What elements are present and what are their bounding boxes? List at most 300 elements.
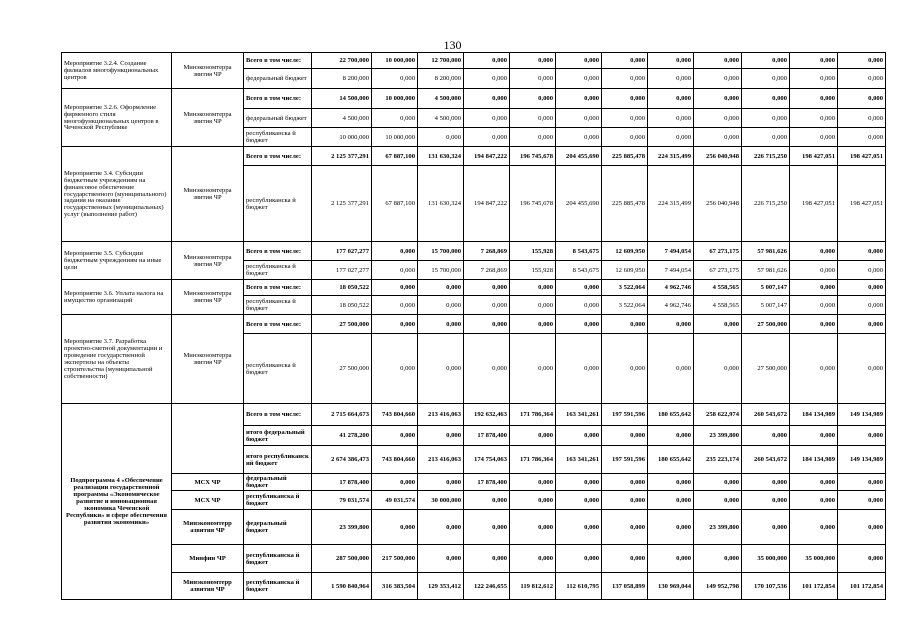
value-cell: 0,000	[790, 510, 838, 545]
value-cell: 112 610,795	[556, 573, 602, 600]
value-cell: 0,000	[556, 53, 602, 69]
source-cell: федеральный бюджет	[244, 69, 312, 89]
value-cell: 226 715,250	[742, 147, 790, 166]
value-cell: 0,000	[418, 315, 464, 334]
value-cell: 0,000	[510, 69, 556, 89]
value-cell: 10 000,000	[372, 89, 418, 109]
table-row	[62, 491, 886, 510]
value-cell: 316 383,504	[372, 573, 418, 600]
value-cell: 0,000	[648, 128, 694, 147]
value-cell: 0,000	[372, 334, 418, 404]
value-cell: 57 981,626	[742, 261, 790, 280]
value-cell: 0,000	[742, 510, 790, 545]
value-cell: 149 134,989	[838, 446, 886, 474]
value-cell: 226 715,250	[742, 166, 790, 242]
value-cell: 0,000	[510, 491, 556, 510]
value-cell: 256 040,948	[694, 166, 742, 242]
source-cell: республиканска й бюджет	[244, 573, 312, 600]
executor-cell: Минэкономтерра звития ЧР	[172, 242, 244, 280]
value-cell: 174 754,063	[464, 446, 510, 474]
value-cell: 0,000	[838, 545, 886, 573]
source-cell: республиканска й бюджет	[244, 491, 312, 510]
source-cell: федеральный бюджет	[244, 109, 312, 128]
source-cell: Всего в том числе:	[244, 242, 312, 261]
value-cell: 0,000	[838, 109, 886, 128]
source-cell: итого республиканск ий бюджет	[244, 446, 312, 474]
value-cell: 119 812,612	[510, 573, 556, 600]
source-cell: республиканска й бюджет	[244, 128, 312, 147]
value-cell: 5 007,147	[742, 296, 790, 315]
value-cell: 0,000	[372, 474, 418, 491]
value-cell: 5 007,147	[742, 280, 790, 296]
source-cell: республиканска й бюджет	[244, 261, 312, 280]
value-cell: 0,000	[790, 242, 838, 261]
value-cell: 743 804,660	[372, 404, 418, 426]
value-cell: 8 543,675	[556, 261, 602, 280]
value-cell: 0,000	[648, 545, 694, 573]
executor-cell: Минэкономтерра звития ЧР	[172, 89, 244, 147]
total-cell: 2 715 664,673	[312, 404, 372, 426]
value-cell: 0,000	[694, 315, 742, 334]
value-cell: 0,000	[556, 474, 602, 491]
value-cell: 0,000	[510, 474, 556, 491]
value-cell: 0,000	[790, 426, 838, 446]
value-cell: 0,000	[648, 334, 694, 404]
value-cell: 137 058,899	[602, 573, 648, 600]
value-cell: 225 885,478	[602, 166, 648, 242]
value-cell: 184 134,989	[790, 404, 838, 426]
value-cell: 129 353,412	[418, 573, 464, 600]
value-cell: 224 315,499	[648, 166, 694, 242]
total-cell: 17 878,400	[312, 474, 372, 491]
total-cell: 287 500,000	[312, 545, 372, 573]
value-cell: 0,000	[372, 261, 418, 280]
value-cell: 8 543,675	[556, 242, 602, 261]
value-cell: 10 000,000	[372, 128, 418, 147]
value-cell: 260 543,672	[742, 446, 790, 474]
value-cell: 0,000	[602, 53, 648, 69]
value-cell: 0,000	[556, 296, 602, 315]
value-cell: 0,000	[556, 280, 602, 296]
value-cell: 30 000,000	[418, 491, 464, 510]
total-cell: 41 278,200	[312, 426, 372, 446]
value-cell: 0,000	[648, 53, 694, 69]
value-cell: 0,000	[464, 491, 510, 510]
value-cell: 7 268,869	[464, 261, 510, 280]
value-cell: 204 455,690	[556, 147, 602, 166]
table-row	[62, 147, 886, 166]
measure-3-6-name: Мероприятие 3.6. Уплата налога на имущество организаций	[62, 280, 172, 315]
value-cell: 0,000	[694, 109, 742, 128]
value-cell: 4 500,000	[418, 89, 464, 109]
total-cell: 79 031,574	[312, 491, 372, 510]
total-cell: 177 027,277	[312, 242, 372, 261]
value-cell: 196 745,678	[510, 147, 556, 166]
value-cell: 0,000	[694, 334, 742, 404]
value-cell: 0,000	[556, 128, 602, 147]
value-cell: 131 630,324	[418, 147, 464, 166]
value-cell: 0,000	[372, 242, 418, 261]
value-cell: 0,000	[556, 89, 602, 109]
value-cell: 0,000	[790, 296, 838, 315]
table-row	[62, 545, 886, 573]
value-cell: 0,000	[464, 296, 510, 315]
value-cell: 0,000	[602, 109, 648, 128]
value-cell: 0,000	[694, 128, 742, 147]
source-cell: федеральный бюджет	[244, 510, 312, 545]
value-cell: 0,000	[602, 334, 648, 404]
value-cell: 258 622,974	[694, 404, 742, 426]
value-cell: 163 341,261	[556, 404, 602, 426]
value-cell: 0,000	[372, 510, 418, 545]
value-cell: 0,000	[418, 296, 464, 315]
value-cell: 196 745,678	[510, 166, 556, 242]
total-cell: 177 027,277	[312, 261, 372, 280]
value-cell: 3 522,064	[602, 296, 648, 315]
value-cell: 198 427,051	[790, 147, 838, 166]
value-cell: 180 655,642	[648, 446, 694, 474]
source-cell: Всего в том числе:	[244, 404, 312, 426]
value-cell: 0,000	[372, 426, 418, 446]
value-cell: 0,000	[838, 280, 886, 296]
value-cell: 0,000	[510, 89, 556, 109]
executor-cell: Минфин ЧР	[172, 545, 244, 573]
value-cell: 0,000	[742, 53, 790, 69]
value-cell: 0,000	[790, 261, 838, 280]
value-cell: 0,000	[648, 474, 694, 491]
value-cell: 0,000	[464, 315, 510, 334]
value-cell: 0,000	[694, 545, 742, 573]
value-cell: 0,000	[790, 53, 838, 69]
executor-blank	[172, 404, 244, 474]
value-cell: 0,000	[372, 315, 418, 334]
total-cell: 22 700,000	[312, 53, 372, 69]
value-cell: 0,000	[510, 296, 556, 315]
value-cell: 198 427,051	[790, 166, 838, 242]
value-cell: 0,000	[790, 491, 838, 510]
value-cell: 260 543,672	[742, 404, 790, 426]
value-cell: 131 630,324	[418, 166, 464, 242]
value-cell: 743 804,660	[372, 446, 418, 474]
total-cell: 18 050,522	[312, 280, 372, 296]
measure-3-5-name: Мероприятие 3.5. Субсидии бюджетным учреждениям на иные цели	[62, 242, 172, 280]
value-cell: 130 969,044	[648, 573, 694, 600]
value-cell: 0,000	[464, 545, 510, 573]
value-cell: 163 341,261	[556, 446, 602, 474]
table-row	[62, 89, 886, 109]
value-cell: 35 000,000	[790, 545, 838, 573]
value-cell: 0,000	[464, 128, 510, 147]
value-cell: 149 134,989	[838, 404, 886, 426]
value-cell: 217 500,000	[372, 545, 418, 573]
value-cell: 0,000	[464, 89, 510, 109]
table-row	[62, 510, 886, 545]
table-row	[62, 404, 886, 426]
value-cell: 0,000	[742, 89, 790, 109]
page-number: 130	[443, 38, 462, 52]
source-cell: Всего в том числе:	[244, 89, 312, 109]
executor-cell: МСХ ЧР	[172, 491, 244, 510]
value-cell: 0,000	[556, 69, 602, 89]
value-cell: 0,000	[838, 334, 886, 404]
total-cell: 27 500,000	[312, 334, 372, 404]
value-cell: 0,000	[556, 510, 602, 545]
value-cell: 0,000	[510, 53, 556, 69]
value-cell: 0,000	[838, 128, 886, 147]
value-cell: 0,000	[464, 280, 510, 296]
value-cell: 0,000	[838, 474, 886, 491]
value-cell: 0,000	[790, 474, 838, 491]
value-cell: 17 878,400	[464, 426, 510, 446]
value-cell: 0,000	[742, 426, 790, 446]
source-cell: федеральный бюджет	[244, 474, 312, 491]
value-cell: 101 172,854	[838, 573, 886, 600]
table-row	[62, 53, 886, 69]
value-cell: 204 455,690	[556, 166, 602, 242]
value-cell: 170 107,536	[742, 573, 790, 600]
value-cell: 122 246,655	[464, 573, 510, 600]
value-cell: 0,000	[694, 474, 742, 491]
table-row	[62, 315, 886, 334]
value-cell: 0,000	[510, 545, 556, 573]
value-cell: 67 273,175	[694, 261, 742, 280]
value-cell: 0,000	[648, 426, 694, 446]
value-cell: 0,000	[510, 280, 556, 296]
executor-cell: Минэкономтерра звития ЧР	[172, 147, 244, 242]
table-row	[62, 242, 886, 261]
total-cell: 2 125 377,291	[312, 166, 372, 242]
value-cell: 197 591,596	[602, 446, 648, 474]
value-cell: 12 609,950	[602, 242, 648, 261]
value-cell: 194 847,222	[464, 166, 510, 242]
total-cell: 4 500,000	[312, 109, 372, 128]
value-cell: 23 399,800	[694, 510, 742, 545]
value-cell: 49 031,574	[372, 491, 418, 510]
value-cell: 0,000	[838, 261, 886, 280]
table-row	[62, 573, 886, 600]
value-cell: 0,000	[742, 474, 790, 491]
value-cell: 0,000	[602, 510, 648, 545]
value-cell: 198 427,051	[838, 166, 886, 242]
total-cell: 23 399,800	[312, 510, 372, 545]
value-cell: 4 962,746	[648, 280, 694, 296]
value-cell: 0,000	[694, 491, 742, 510]
value-cell: 0,000	[648, 89, 694, 109]
value-cell: 0,000	[510, 128, 556, 147]
value-cell: 0,000	[602, 491, 648, 510]
value-cell: 256 040,948	[694, 147, 742, 166]
value-cell: 0,000	[602, 545, 648, 573]
value-cell: 0,000	[790, 69, 838, 89]
value-cell: 0,000	[510, 315, 556, 334]
value-cell: 0,000	[418, 545, 464, 573]
source-cell: Всего в том числе:	[244, 280, 312, 296]
value-cell: 0,000	[602, 89, 648, 109]
value-cell: 0,000	[510, 510, 556, 545]
value-cell: 171 786,364	[510, 446, 556, 474]
value-cell: 0,000	[742, 128, 790, 147]
value-cell: 0,000	[838, 242, 886, 261]
value-cell: 198 427,051	[838, 147, 886, 166]
value-cell: 0,000	[648, 491, 694, 510]
source-cell: итого федеральный бюджет	[244, 426, 312, 446]
value-cell: 0,000	[556, 315, 602, 334]
measure-3-2-6-name: Мероприятие 3.2.6. Оформление фирменного стиля многофункциональных центров в Чеченской Республике	[62, 89, 172, 147]
value-cell: 235 223,174	[694, 446, 742, 474]
value-cell: 0,000	[838, 69, 886, 89]
value-cell: 67 273,175	[694, 242, 742, 261]
value-cell: 101 172,854	[790, 573, 838, 600]
executor-cell: Минэкономтерр азвития ЧР	[172, 573, 244, 600]
value-cell: 15 700,000	[418, 242, 464, 261]
value-cell: 0,000	[790, 89, 838, 109]
value-cell: 4 962,746	[648, 296, 694, 315]
value-cell: 213 416,063	[418, 446, 464, 474]
value-cell: 0,000	[510, 426, 556, 446]
value-cell: 0,000	[790, 315, 838, 334]
value-cell: 35 000,000	[742, 545, 790, 573]
value-cell: 57 981,626	[742, 242, 790, 261]
value-cell: 0,000	[418, 510, 464, 545]
value-cell: 10 000,000	[372, 53, 418, 69]
value-cell: 0,000	[418, 334, 464, 404]
executor-cell: Минэкономтерра звития ЧР	[172, 315, 244, 404]
table-row	[62, 474, 886, 491]
source-cell: Всего в том числе:	[244, 53, 312, 69]
value-cell: 192 632,463	[464, 404, 510, 426]
executor-cell: Минэкономтерр азвития ЧР	[172, 510, 244, 545]
value-cell: 0,000	[648, 109, 694, 128]
value-cell: 184 134,989	[790, 446, 838, 474]
measure-3-2-4-name: Мероприятие 3.2.4. Создание филиалов многофункциональных центров	[62, 53, 172, 89]
value-cell: 0,000	[602, 128, 648, 147]
value-cell: 213 416,063	[418, 404, 464, 426]
value-cell: 4 558,565	[694, 296, 742, 315]
table-row	[62, 280, 886, 296]
value-cell: 27 500,000	[742, 315, 790, 334]
value-cell: 0,000	[790, 128, 838, 147]
value-cell: 3 522,064	[602, 280, 648, 296]
value-cell: 0,000	[418, 426, 464, 446]
source-cell: республиканска й бюджет	[244, 545, 312, 573]
total-cell: 2 125 377,291	[312, 147, 372, 166]
value-cell: 0,000	[602, 315, 648, 334]
value-cell: 0,000	[372, 109, 418, 128]
value-cell: 149 952,798	[694, 573, 742, 600]
value-cell: 0,000	[556, 109, 602, 128]
value-cell: 225 885,478	[602, 147, 648, 166]
value-cell: 0,000	[694, 53, 742, 69]
value-cell: 0,000	[510, 334, 556, 404]
value-cell: 194 847,222	[464, 147, 510, 166]
value-cell: 8 200,000	[418, 69, 464, 89]
value-cell: 15 700,000	[418, 261, 464, 280]
value-cell: 0,000	[838, 53, 886, 69]
value-cell: 180 655,642	[648, 404, 694, 426]
value-cell: 7 494,054	[648, 242, 694, 261]
value-cell: 0,000	[556, 334, 602, 404]
measure-3-4-name: Мероприятие 3.4. Субсидии бюджетным учреждениям на финансовое обеспечение государственного (муниципального) задания на оказание государственных (муниципальных) услуг (выполнение работ)	[62, 147, 172, 242]
value-cell: 4 500,000	[418, 109, 464, 128]
executor-cell: Минэкономтерра звития ЧР	[172, 53, 244, 89]
total-cell: 10 000,000	[312, 128, 372, 147]
value-cell: 0,000	[742, 69, 790, 89]
financing-table	[61, 52, 886, 600]
value-cell: 0,000	[556, 545, 602, 573]
value-cell: 7 494,054	[648, 261, 694, 280]
value-cell: 197 591,596	[602, 404, 648, 426]
value-cell: 12 609,950	[602, 261, 648, 280]
value-cell: 0,000	[694, 89, 742, 109]
value-cell: 0,000	[372, 280, 418, 296]
value-cell: 0,000	[838, 296, 886, 315]
source-cell: республиканска й бюджет	[244, 296, 312, 315]
value-cell: 0,000	[742, 109, 790, 128]
source-cell: Всего в том числе:	[244, 315, 312, 334]
value-cell: 0,000	[418, 474, 464, 491]
value-cell: 0,000	[372, 69, 418, 89]
value-cell: 0,000	[464, 109, 510, 128]
value-cell: 0,000	[742, 491, 790, 510]
value-cell: 224 315,499	[648, 147, 694, 166]
total-cell: 2 674 386,473	[312, 446, 372, 474]
source-cell: Всего в том числе:	[244, 147, 312, 166]
value-cell: 155,928	[510, 242, 556, 261]
value-cell: 0,000	[464, 334, 510, 404]
value-cell: 171 786,364	[510, 404, 556, 426]
total-cell: 8 200,000	[312, 69, 372, 89]
value-cell: 27 500,000	[742, 334, 790, 404]
value-cell: 0,000	[464, 510, 510, 545]
value-cell: 0,000	[602, 426, 648, 446]
value-cell: 0,000	[838, 89, 886, 109]
value-cell: 0,000	[418, 280, 464, 296]
value-cell: 0,000	[556, 491, 602, 510]
value-cell: 0,000	[418, 128, 464, 147]
value-cell: 67 887,100	[372, 166, 418, 242]
value-cell: 0,000	[838, 426, 886, 446]
value-cell: 23 399,800	[694, 426, 742, 446]
source-cell: республиканска й бюджет	[244, 334, 312, 404]
value-cell: 0,000	[838, 510, 886, 545]
total-cell: 14 500,000	[312, 89, 372, 109]
value-cell: 0,000	[464, 69, 510, 89]
measure-3-7-name: Мероприятие 3.7. Разработка проектно-сметной документации и проведение государственной экспертизы на объекты строительства (муниципальной собственности)	[62, 315, 172, 404]
value-cell: 4 558,565	[694, 280, 742, 296]
value-cell: 0,000	[602, 474, 648, 491]
value-cell: 0,000	[602, 69, 648, 89]
value-cell: 0,000	[556, 426, 602, 446]
total-cell: 1 590 840,964	[312, 573, 372, 600]
executor-cell: МСХ ЧР	[172, 474, 244, 491]
value-cell: 0,000	[694, 69, 742, 89]
value-cell: 0,000	[372, 296, 418, 315]
value-cell: 67 887,100	[372, 147, 418, 166]
value-cell: 0,000	[838, 491, 886, 510]
source-cell: республиканска й бюджет	[244, 166, 312, 242]
total-cell: 27 500,000	[312, 315, 372, 334]
value-cell: 12 700,000	[418, 53, 464, 69]
value-cell: 0,000	[648, 69, 694, 89]
value-cell: 0,000	[648, 315, 694, 334]
value-cell: 0,000	[790, 334, 838, 404]
value-cell: 0,000	[790, 109, 838, 128]
executor-cell: Минэкономтерра звития ЧР	[172, 280, 244, 315]
value-cell: 7 268,869	[464, 242, 510, 261]
value-cell: 155,928	[510, 261, 556, 280]
subprogram-4-name: Подпрограмма 4 «Обеспечение реализации государственной программы «Экономическое развитие и инновационная экономика Чеченской Республики» и сфере обеспечения развития экономики»	[62, 404, 172, 600]
total-cell: 18 050,522	[312, 296, 372, 315]
